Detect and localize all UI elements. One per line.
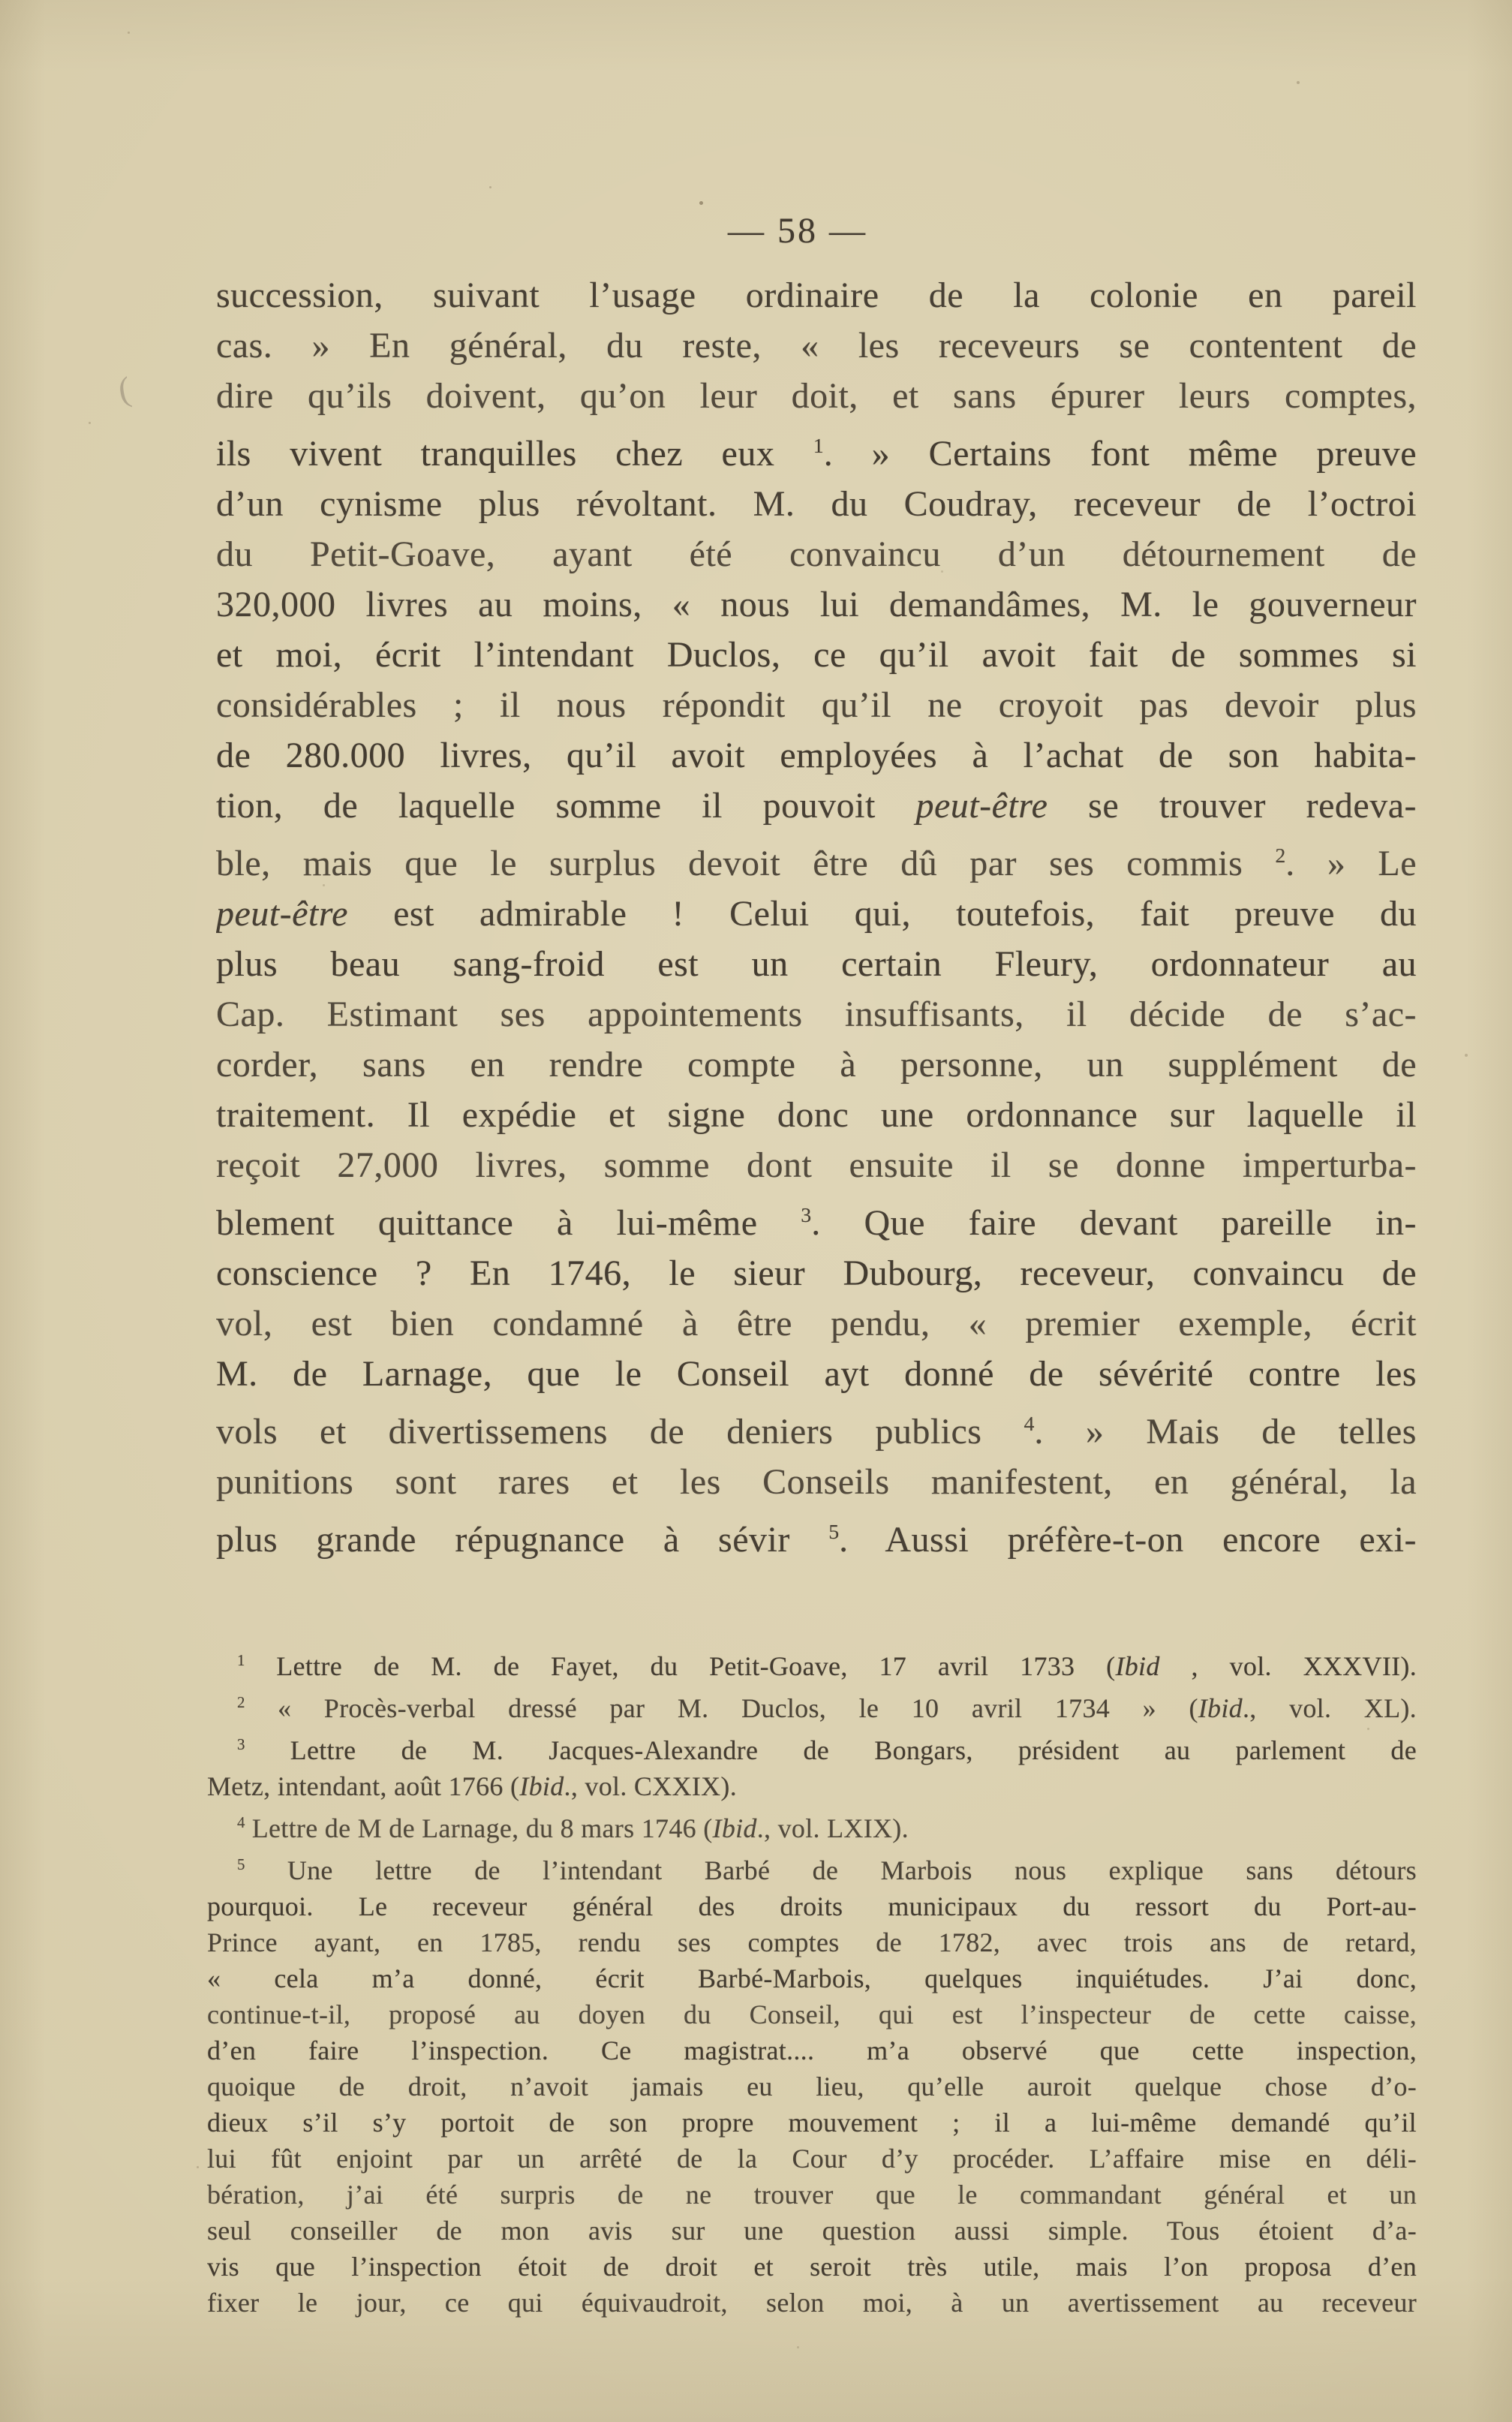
text-segment: dire qu’ils doivent, qu’on leur doit, et sans épurer leurs comptes, <box>216 376 1417 416</box>
footnotes-block <box>207 1642 1417 2321</box>
text-segment: . » Certains font même preuve <box>823 434 1417 474</box>
footnote-line <box>207 1768 1417 1804</box>
text-segment: Ibid <box>712 1813 757 1843</box>
footnote-line <box>207 1924 1417 1960</box>
text-segment: vis que l’inspection étoit de droit et seroit très utile, mais l’on proposa d’en <box>207 2252 1417 2282</box>
footnote-reference-number: 3 <box>237 1735 245 1753</box>
text-segment: continue-t-il, proposé au doyen du Conseil, qui est l’inspecteur de cette caisse, <box>207 1999 1417 2029</box>
main-text-line <box>216 1349 1417 1399</box>
text-segment: Ibid <box>519 1771 564 1801</box>
footnote-line <box>207 2105 1417 2141</box>
main-text-line <box>216 421 1417 479</box>
text-segment: bération, j’ai été surpris de ne trouver que le commandant général et un <box>207 2180 1417 2210</box>
text-segment: Lettre de M. de Fayet, du Petit-Goave, 17 avril 1733 ( <box>245 1651 1116 1681</box>
text-segment: Ibid <box>1198 1693 1243 1723</box>
paper-speck <box>1367 1728 1369 1730</box>
text-segment: Ibid <box>1115 1651 1160 1681</box>
paper-speck <box>1139 1938 1142 1941</box>
text-segment: blement quittance à lui-même <box>216 1203 801 1243</box>
main-text-line <box>216 831 1417 889</box>
footnote-line <box>207 2285 1417 2321</box>
footnote-reference-number: 5 <box>828 1521 840 1544</box>
footnote-line <box>207 1846 1417 1888</box>
text-segment: Prince ayant, en 1785, rendu ses comptes de 1782, avec trois ans de retard, <box>207 1927 1417 1957</box>
footnote-line <box>207 1888 1417 1924</box>
footnote-line <box>207 1642 1417 1684</box>
text-segment: corder, sans en rendre compte à personne, un supplément de <box>216 1045 1417 1085</box>
text-segment: quoique de droit, n’avoit jamais eu lieu, qu’elle auroit quelque chose d’o- <box>207 2071 1417 2102</box>
main-text-line <box>216 529 1417 579</box>
paper-speck <box>941 570 943 573</box>
footnote-reference-number: 1 <box>237 1651 245 1669</box>
text-segment: . Aussi préfère-t-on encore exi- <box>839 1520 1417 1560</box>
text-segment: peut-être <box>216 894 348 934</box>
text-segment: punitions sont rares et les Conseils manifestent, en général, la <box>216 1462 1417 1502</box>
text-segment: Metz, intendant, août 1766 ( <box>207 1771 520 1801</box>
text-segment: Une lettre de l’intendant Barbé de Marbois nous explique sans détours <box>245 1855 1417 1885</box>
text-segment: plus beau sang-froid est un certain Fleury, ordonnateur au <box>216 944 1417 984</box>
main-text-line <box>216 889 1417 939</box>
text-segment: de 280.000 livres, qu’il avoit employées à l’achat de son habita- <box>216 736 1417 775</box>
footnote-reference-number: 4 <box>237 1813 245 1831</box>
text-segment: d’un cynisme plus révoltant. M. du Coudray, receveur de l’octroi <box>216 484 1417 524</box>
footnote-line <box>207 2213 1417 2249</box>
main-text-line <box>216 939 1417 989</box>
paper-speck <box>89 422 91 424</box>
text-segment: Lettre de M. Jacques-Alexandre de Bongars, président au parlement de <box>245 1735 1417 1765</box>
text-segment: se trouver redeva- <box>1048 786 1417 826</box>
main-text-line <box>216 579 1417 630</box>
footnote-reference-number: 3 <box>801 1204 812 1227</box>
text-segment: ble, mais que le surplus devoit être dû par ses commis <box>216 844 1276 883</box>
main-text-line <box>216 1399 1417 1457</box>
paper-speck <box>489 186 491 188</box>
main-text-line <box>216 1140 1417 1190</box>
main-text-line <box>216 1040 1417 1090</box>
text-segment: plus grande répugnance à sévir <box>216 1520 829 1560</box>
text-segment: tion, de laquelle somme il pouvoit <box>216 786 916 826</box>
margin-pencil-mark: ( <box>115 369 134 409</box>
paper-speck <box>197 2166 199 2168</box>
text-segment: M. de Larnage, que le Conseil ayt donné de sévérité contre les <box>216 1354 1417 1394</box>
footnote-reference-number: 1 <box>813 435 824 458</box>
footnote-line <box>207 2032 1417 2068</box>
footnote-line <box>207 2141 1417 2177</box>
footnote-reference-number: 4 <box>1024 1413 1035 1436</box>
text-segment: et moi, écrit l’intendant Duclos, ce qu’il avoit fait de sommes si <box>216 635 1417 675</box>
main-text-block <box>216 270 1417 1565</box>
text-segment: est admirable ! Celui qui, toutefois, fait preuve du <box>347 894 1417 934</box>
footnote-line <box>207 1726 1417 1768</box>
footnote-line <box>207 1960 1417 1996</box>
page-number: — 58 — <box>728 211 867 251</box>
text-segment: . » Mais de telles <box>1034 1412 1417 1452</box>
main-text-line <box>216 1457 1417 1507</box>
main-text-line <box>216 781 1417 831</box>
text-segment: Lettre de M de Larnage, du 8 mars 1746 ( <box>245 1813 713 1843</box>
text-segment: Cap. Estimant ses appointements insuffisants, il décide de s’ac- <box>216 994 1417 1034</box>
footnote-line <box>207 2177 1417 2213</box>
main-text-line <box>216 320 1417 371</box>
footnote-line <box>207 1996 1417 2032</box>
paper-speck <box>699 201 703 205</box>
main-text-line <box>216 1190 1417 1248</box>
main-text-line <box>216 1090 1417 1140</box>
text-segment: « cela m’a donné, écrit Barbé-Marbois, quelques inquiétudes. J’ai donc, <box>207 1963 1417 1993</box>
paper-speck <box>1465 1054 1468 1057</box>
text-segment: dieux s’il s’y portoit de son propre mouvement ; il a lui-même demandé qu’il <box>207 2108 1417 2138</box>
footnote-line <box>207 2068 1417 2105</box>
text-segment: cas. » En général, du reste, « les receveurs se contentent de <box>216 326 1417 366</box>
text-segment: seul conseiller de mon avis sur une question aussi simple. Tous étoient d’a- <box>207 2216 1417 2246</box>
text-segment: ., vol. LXIX). <box>756 1813 909 1843</box>
main-text-line <box>216 270 1417 320</box>
text-segment: 320,000 livres au moins, « nous lui demandâmes, M. le gouverneur <box>216 585 1417 624</box>
footnote-reference-number: 2 <box>237 1693 245 1711</box>
text-segment: ., vol. XL). <box>1242 1693 1417 1723</box>
text-segment: d’en faire l’inspection. Ce magistrat.... m’a observé que cette inspection, <box>207 2035 1417 2065</box>
main-text-line <box>216 371 1417 421</box>
text-segment: du Petit-Goave, ayant été convaincu d’un détournement de <box>216 534 1417 574</box>
paper-speck <box>797 2346 799 2348</box>
text-segment: fixer le jour, ce qui équivaudroit, selon moi, à un avertissement au receveur <box>207 2288 1417 2318</box>
text-segment: pourquoi. Le receveur général des droits municipaux du ressort du Port-au- <box>207 1891 1417 1921</box>
footnote-reference-number: 2 <box>1275 844 1286 868</box>
text-segment: , vol. XXXVII). <box>1159 1651 1417 1681</box>
text-segment: peut-être <box>915 786 1048 826</box>
paper-speck <box>1297 81 1300 84</box>
text-segment: ., vol. CXXIX). <box>564 1771 737 1801</box>
main-text-line <box>216 1507 1417 1565</box>
main-text-line <box>216 680 1417 730</box>
main-text-line <box>216 630 1417 680</box>
text-segment: . Que faire devant pareille in- <box>811 1203 1417 1243</box>
text-segment: conscience ? En 1746, le sieur Dubourg, receveur, convaincu de <box>216 1253 1417 1293</box>
text-segment: ils vivent tranquilles chez eux <box>216 434 813 474</box>
text-segment: vol, est bien condamné à être pendu, « premier exemple, écrit <box>216 1304 1417 1343</box>
footnote-line <box>207 1804 1417 1846</box>
main-text-line <box>216 1298 1417 1349</box>
paper-speck <box>128 32 130 34</box>
footnote-line <box>207 2249 1417 2285</box>
text-segment: reçoit 27,000 livres, somme dont ensuite il se donne imperturba- <box>216 1145 1417 1185</box>
main-text-line <box>216 730 1417 781</box>
text-segment: . » Le <box>1285 844 1417 883</box>
main-text-line <box>216 989 1417 1040</box>
text-segment: considérables ; il nous répondit qu’il ne croyoit pas devoir plus <box>216 685 1417 725</box>
paper-speck <box>323 884 325 886</box>
main-text-line <box>216 479 1417 529</box>
footnote-reference-number: 5 <box>237 1855 245 1873</box>
main-text-line <box>216 1248 1417 1298</box>
text-segment: succession, suivant l’usage ordinaire de la colonie en pareil <box>216 275 1417 315</box>
text-segment: traitement. Il expédie et signe donc une ordonnance sur laquelle il <box>216 1095 1417 1135</box>
text-segment: « Procès-verbal dressé par M. Duclos, le 10 avril 1734 » ( <box>245 1693 1198 1723</box>
footnote-line <box>207 1684 1417 1726</box>
text-segment: vols et divertissemens de deniers publics <box>216 1412 1024 1452</box>
text-segment: lui fût enjoint par un arrêté de la Cour d’y procéder. L’affaire mise en déli- <box>207 2144 1417 2174</box>
